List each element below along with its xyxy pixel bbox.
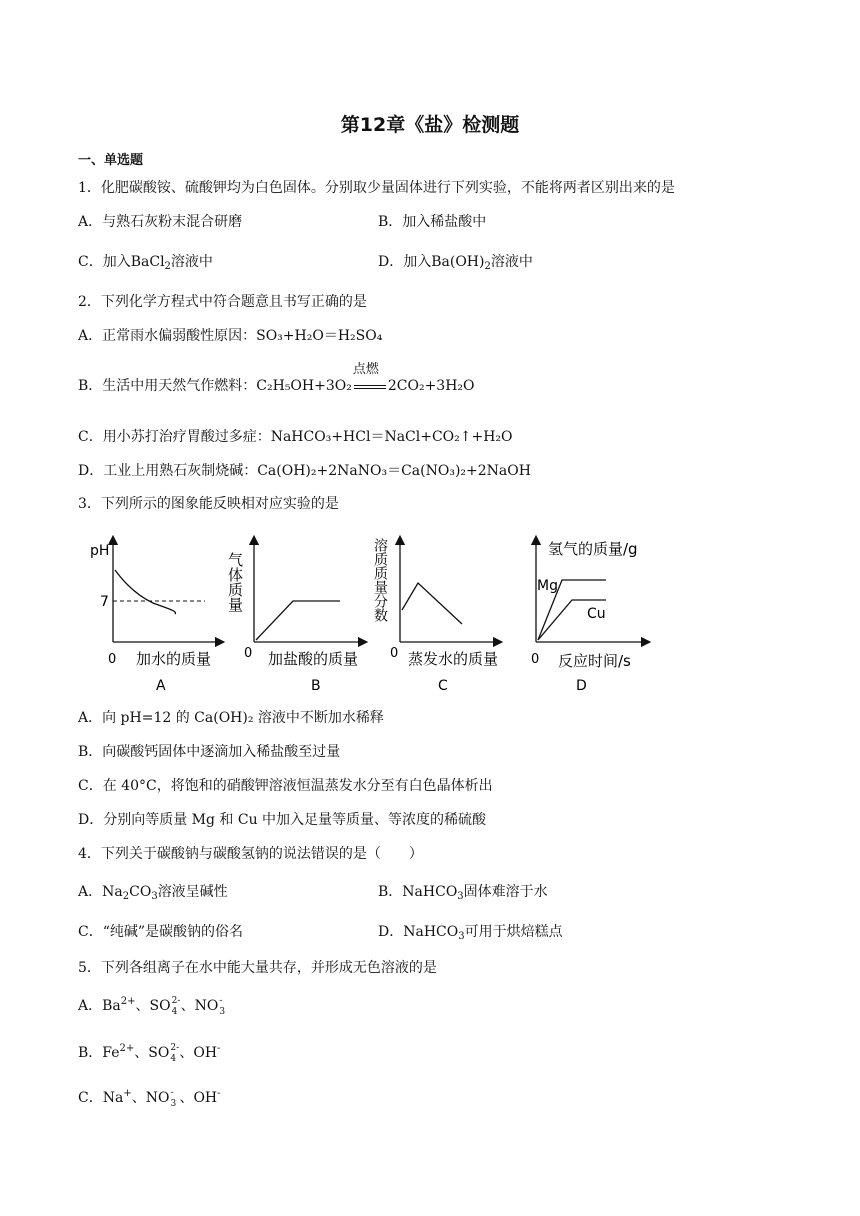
graph-b-letter: B bbox=[311, 678, 321, 694]
graph-d-letter: D bbox=[576, 678, 587, 694]
graph-c-letter: C bbox=[438, 678, 448, 694]
ion: 、SO bbox=[135, 998, 171, 1014]
question-3-option-a: A．向 pH=12 的 Ca(OH)₂ 溶液中不断加水稀释 bbox=[78, 710, 384, 726]
reaction-condition bbox=[352, 362, 388, 396]
question-4-option-b bbox=[378, 882, 548, 902]
graph-c-curve bbox=[402, 583, 462, 624]
question-1-option-b: B．加入稀盐酸中 bbox=[378, 214, 487, 230]
graph-b-ylabel: 气体质量 bbox=[226, 552, 244, 612]
ion-charge: 2- bbox=[170, 1043, 180, 1053]
ion-charge: 2+ bbox=[119, 1043, 135, 1054]
double-line bbox=[354, 385, 386, 386]
question-4-stem: 4．下列关于碳酸钠与碳酸氢钠的说法错误的是（ ） bbox=[78, 846, 423, 862]
question-3-option-b: B．向碳酸钙固体中逐滴加入稀盐酸至过量 bbox=[78, 744, 341, 760]
ion-charge: - bbox=[219, 996, 223, 1006]
subscript: 3 bbox=[458, 931, 465, 942]
condition-text: 点燃 bbox=[352, 362, 379, 377]
ion-subscript: 3 bbox=[219, 1007, 226, 1017]
option-prefix: D．加入 bbox=[378, 254, 432, 270]
question-1-option-d bbox=[378, 252, 533, 272]
ion: 、SO bbox=[134, 1045, 170, 1061]
graph-d-series-mg: Mg bbox=[537, 578, 558, 594]
ion: 、OH bbox=[179, 1090, 218, 1106]
graph-a-letter: A bbox=[156, 678, 166, 694]
ion-charge: 2- bbox=[171, 996, 181, 1006]
question-5-option-a bbox=[78, 996, 228, 1016]
formula: CO bbox=[129, 884, 152, 900]
graph-a-ref-label: 7 bbox=[100, 594, 109, 610]
question-1-stem: 1．化肥碳酸铵、硫酸钾均为白色固体。分别取少量固体进行下列实验，不能将两者区别出来的是 bbox=[78, 180, 675, 196]
option-text: 可用于烘焙糕点 bbox=[464, 924, 563, 940]
question-2-option-d: D．工业上用熟石灰制烧碱：Ca(OH)₂+2NaNO₃＝Ca(NO₃)₂+2NaOH bbox=[78, 463, 531, 479]
formula: BaCl bbox=[130, 254, 165, 270]
question-2-stem: 2．下列化学方程式中符合题意且书写正确的是 bbox=[78, 294, 367, 310]
graph-d bbox=[531, 540, 646, 694]
question-3-option-c: C．在 40°C，将饱和的硝酸钾溶液恒温蒸发水分至有白色晶体析出 bbox=[78, 778, 493, 794]
question-2-option-a: A．正常雨水偏弱酸性原因：SO₃+H₂O＝H₂SO₄ bbox=[78, 328, 383, 344]
graph-c-xlabel: 蒸发水的质量 bbox=[408, 650, 499, 668]
formula: Ba(OH) bbox=[431, 254, 485, 270]
option-text: 2CO₂+3H₂O bbox=[387, 378, 475, 394]
ion-script bbox=[171, 996, 181, 1017]
question-2-option-b bbox=[78, 362, 475, 396]
question-4-option-d bbox=[378, 922, 563, 942]
option-prefix: B． bbox=[378, 884, 403, 900]
graph-a-curve bbox=[115, 570, 175, 614]
ion: Ba bbox=[102, 998, 121, 1014]
question-3-graphs bbox=[78, 530, 658, 695]
ion-script bbox=[169, 1088, 179, 1109]
question-5-stem: 5．下列各组离子在水中能大量共存，并形成无色溶液的是 bbox=[78, 960, 437, 976]
option-text: 固体难溶于水 bbox=[463, 884, 548, 900]
option-text: 溶液呈碱性 bbox=[157, 884, 228, 900]
subscript: 3 bbox=[151, 891, 158, 902]
option-prefix: C． bbox=[78, 1090, 103, 1106]
graph-c-origin: 0 bbox=[390, 646, 399, 661]
ion-charge: - bbox=[217, 1043, 221, 1054]
formula: NaHCO bbox=[403, 924, 459, 940]
ion-script bbox=[169, 1043, 180, 1064]
graph-d-xlabel: 反应时间/s bbox=[558, 652, 631, 670]
ion-charge: - bbox=[170, 1088, 174, 1098]
ion-subscript: 3 bbox=[170, 1099, 177, 1109]
graph-b bbox=[226, 540, 363, 694]
question-1-option-a: A．与熟石灰粉末混合研磨 bbox=[78, 214, 243, 230]
formula: NaHCO bbox=[402, 884, 458, 900]
question-4-option-c: C．“纯碱”是碳酸钠的俗名 bbox=[78, 924, 244, 940]
ion-charge: - bbox=[217, 1088, 221, 1099]
question-1-option-c bbox=[78, 252, 213, 272]
question-4-option-a bbox=[78, 882, 228, 902]
graph-b-curve bbox=[256, 601, 340, 640]
ion: 、OH bbox=[179, 1045, 218, 1061]
subscript: 2 bbox=[122, 891, 130, 902]
ion-subscript: 4 bbox=[171, 1007, 178, 1017]
ion-script bbox=[218, 996, 228, 1017]
option-prefix: A． bbox=[78, 998, 103, 1014]
graph-b-xlabel: 加盐酸的质量 bbox=[268, 650, 359, 668]
question-3-option-d: D．分别向等质量 Mg 和 Cu 中加入足量等质量、等浓度的稀硫酸 bbox=[78, 812, 487, 828]
ion: Na bbox=[102, 1090, 124, 1106]
option-prefix: B． bbox=[78, 1045, 103, 1061]
question-3-stem: 3．下列所示的图象能反映相对应实验的是 bbox=[78, 496, 339, 512]
option-text: 溶液中 bbox=[490, 254, 533, 270]
ion: 、NO bbox=[180, 998, 219, 1014]
graph-b-origin: 0 bbox=[244, 646, 253, 661]
graph-a bbox=[90, 540, 220, 694]
subscript: 2 bbox=[484, 261, 491, 272]
option-prefix: C．加入 bbox=[78, 254, 131, 270]
graph-a-xlabel: 加水的质量 bbox=[136, 650, 212, 668]
double-line bbox=[354, 388, 386, 389]
graph-a-origin: 0 bbox=[108, 652, 117, 667]
ion: 、NO bbox=[131, 1090, 170, 1106]
option-prefix: D． bbox=[378, 924, 404, 940]
subscript: 2 bbox=[164, 261, 171, 272]
question-5-option-c bbox=[78, 1088, 221, 1108]
ion-charge: 2+ bbox=[120, 996, 136, 1007]
subscript: 3 bbox=[457, 891, 464, 902]
question-2-option-c: C．用小苏打治疗胃酸过多症：NaHCO₃+HCl＝NaCl+CO₂↑+H₂O bbox=[78, 429, 513, 445]
ion: Fe bbox=[102, 1045, 120, 1061]
graph-d-ylabel: 氢气的质量/g bbox=[548, 540, 638, 558]
graph-a-ylabel: pH bbox=[90, 543, 110, 559]
section-heading: 一、单选题 bbox=[78, 153, 144, 168]
graph-d-origin: 0 bbox=[531, 652, 540, 667]
option-text: B．生活中用天然气作燃料：C₂H₅OH+3O₂ bbox=[78, 378, 352, 394]
graph-d-series-cu: Cu bbox=[587, 606, 606, 622]
question-5-option-b bbox=[78, 1043, 220, 1063]
graph-c bbox=[372, 537, 498, 694]
ion-charge: + bbox=[123, 1088, 132, 1099]
option-text: 溶液中 bbox=[170, 254, 213, 270]
option-prefix: A． bbox=[78, 884, 103, 900]
graph-c-ylabel: 溶质质量分数 bbox=[372, 538, 388, 622]
page-title: 第12章《盐》检测题 bbox=[340, 114, 520, 136]
ion-subscript: 4 bbox=[170, 1054, 177, 1064]
formula: Na bbox=[102, 884, 123, 900]
